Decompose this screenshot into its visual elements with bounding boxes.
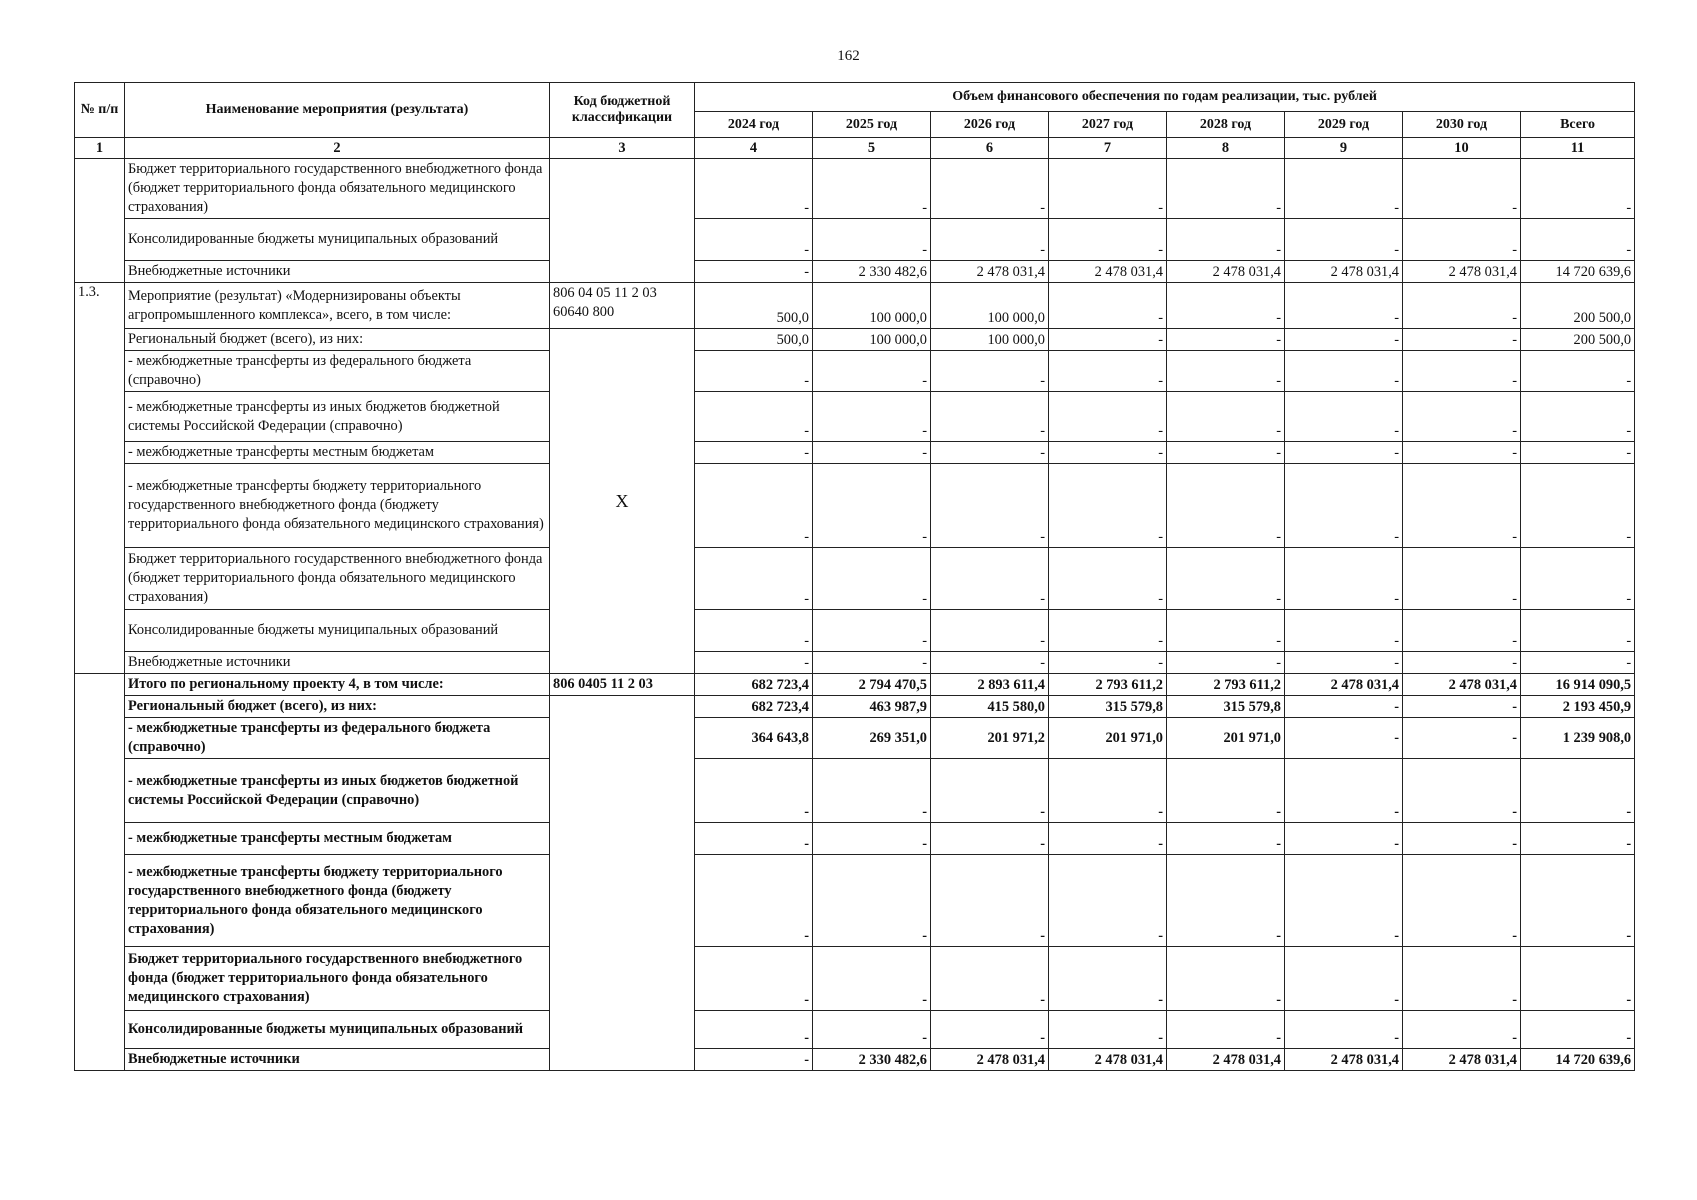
row-name: - межбюджетные трансферты из иных бюджетов бюджетной системы Российской Федерации (справочно) <box>125 759 550 823</box>
value-cell: - <box>931 548 1049 610</box>
value-cell: - <box>1403 464 1521 548</box>
table-row <box>75 464 1635 548</box>
value-cell: 2 794 470,5 <box>813 674 931 696</box>
table-row <box>75 1049 1635 1071</box>
value-cell: - <box>1285 283 1403 329</box>
page-number: 162 <box>837 48 860 64</box>
row-name: Внебюджетные источники <box>125 261 550 283</box>
row-name: Региональный бюджет (всего), из них: <box>125 329 550 351</box>
value-cell: - <box>813 219 931 261</box>
value-cell: - <box>1285 442 1403 464</box>
value-cell: 500,0 <box>695 283 813 329</box>
value-cell: 14 720 639,6 <box>1521 1049 1635 1071</box>
value-cell: - <box>1285 159 1403 219</box>
row-name: - межбюджетные трансферты местным бюджетам <box>125 823 550 855</box>
value-cell: - <box>1167 610 1285 652</box>
row-name: - межбюджетные трансферты из федерального бюджета (справочно) <box>125 351 550 392</box>
value-cell: - <box>931 652 1049 674</box>
column-number: 4 <box>695 138 813 159</box>
value-cell: - <box>1167 1011 1285 1049</box>
value-cell: - <box>1285 392 1403 442</box>
table-row <box>75 392 1635 442</box>
value-cell: - <box>813 652 931 674</box>
value-cell: 201 971,0 <box>1167 718 1285 759</box>
value-cell: - <box>695 442 813 464</box>
value-cell: 269 351,0 <box>813 718 931 759</box>
value-cell: - <box>931 823 1049 855</box>
header-year: 2029 год <box>1285 112 1403 138</box>
value-cell: - <box>931 610 1049 652</box>
row-name: Внебюджетные источники <box>125 652 550 674</box>
value-cell: 315 579,8 <box>1167 696 1285 718</box>
value-cell: - <box>1403 219 1521 261</box>
value-cell: - <box>1403 548 1521 610</box>
value-cell: 100 000,0 <box>813 329 931 351</box>
value-cell: - <box>1049 947 1167 1011</box>
row-name: Бюджет территориального государственного внебюджетного фонда (бюджет территориального фонда обязательного медицинского страхования) <box>125 947 550 1011</box>
table-row <box>75 855 1635 947</box>
value-cell: - <box>695 1011 813 1049</box>
value-cell: - <box>1521 548 1635 610</box>
table-row <box>75 696 1635 718</box>
column-number: 1 <box>75 138 125 159</box>
value-cell: - <box>1049 759 1167 823</box>
value-cell: - <box>1049 329 1167 351</box>
value-cell: - <box>1403 652 1521 674</box>
value-cell: - <box>1167 392 1285 442</box>
value-cell: - <box>1049 351 1167 392</box>
value-cell: - <box>1285 610 1403 652</box>
value-cell: - <box>1521 823 1635 855</box>
header-year: 2025 год <box>813 112 931 138</box>
value-cell: 100 000,0 <box>931 329 1049 351</box>
table-row <box>75 718 1635 759</box>
value-cell: - <box>1285 1011 1403 1049</box>
value-cell: - <box>1403 329 1521 351</box>
code-merged-x: Х <box>550 329 695 674</box>
value-cell: 200 500,0 <box>1521 283 1635 329</box>
value-cell: - <box>931 947 1049 1011</box>
table-row <box>75 548 1635 610</box>
header-year: 2024 год <box>695 112 813 138</box>
value-cell: - <box>695 652 813 674</box>
value-cell: - <box>931 464 1049 548</box>
value-cell: - <box>1049 392 1167 442</box>
header-year: 2027 год <box>1049 112 1167 138</box>
row-name: - межбюджетные трансферты из иных бюджетов бюджетной системы Российской Федерации (справочно) <box>125 392 550 442</box>
value-cell: 2 478 031,4 <box>1285 1049 1403 1071</box>
column-number: 5 <box>813 138 931 159</box>
column-number: 2 <box>125 138 550 159</box>
row-name: Внебюджетные источники <box>125 1049 550 1071</box>
value-cell: - <box>1285 329 1403 351</box>
table-row <box>75 947 1635 1011</box>
value-cell: 2 893 611,4 <box>931 674 1049 696</box>
value-cell: - <box>1521 947 1635 1011</box>
value-cell: - <box>1403 947 1521 1011</box>
value-cell: 2 793 611,2 <box>1049 674 1167 696</box>
value-cell: - <box>813 1011 931 1049</box>
table-row <box>75 1011 1635 1049</box>
table-row <box>75 261 1635 283</box>
value-cell: - <box>1285 696 1403 718</box>
value-cell: - <box>813 610 931 652</box>
value-cell: - <box>1049 159 1167 219</box>
row-index <box>75 159 125 283</box>
row-name: - межбюджетные трансферты бюджету территориального государственного внебюджетного фонда (бюджету территориального фонда обязательного медицинского страхования) <box>125 464 550 548</box>
value-cell: - <box>695 1049 813 1071</box>
value-cell: - <box>1049 464 1167 548</box>
value-cell: - <box>1285 718 1403 759</box>
value-cell: - <box>1167 652 1285 674</box>
table-row <box>75 442 1635 464</box>
table-row <box>75 674 1635 696</box>
value-cell: 1 239 908,0 <box>1521 718 1635 759</box>
value-cell: 14 720 639,6 <box>1521 261 1635 283</box>
row-name: - межбюджетные трансферты из федерального бюджета (справочно) <box>125 718 550 759</box>
finance-table <box>74 82 1635 1071</box>
value-cell: 2 330 482,6 <box>813 1049 931 1071</box>
value-cell: 682 723,4 <box>695 674 813 696</box>
row-name: Мероприятие (результат) «Модернизированы объекты агропромышленного комплекса», всего, в том числе: <box>125 283 550 329</box>
value-cell: - <box>931 1011 1049 1049</box>
value-cell: 2 478 031,4 <box>1403 1049 1521 1071</box>
column-number: 7 <box>1049 138 1167 159</box>
value-cell: - <box>1167 159 1285 219</box>
row-name: Бюджет территориального государственного внебюджетного фонда (бюджет территориального фонда обязательного медицинского страхования) <box>125 548 550 610</box>
value-cell: - <box>695 219 813 261</box>
value-cell: - <box>813 947 931 1011</box>
value-cell: - <box>1167 329 1285 351</box>
table-row <box>75 759 1635 823</box>
value-cell: - <box>813 159 931 219</box>
value-cell: - <box>1403 1011 1521 1049</box>
header-year: 2028 год <box>1167 112 1285 138</box>
value-cell: 201 971,2 <box>931 718 1049 759</box>
value-cell: - <box>1521 464 1635 548</box>
value-cell: 2 793 611,2 <box>1167 674 1285 696</box>
value-cell: - <box>1049 652 1167 674</box>
row-code: 806 04 05 11 2 03 60640 800 <box>550 283 695 329</box>
value-cell: - <box>931 392 1049 442</box>
value-cell: - <box>1049 548 1167 610</box>
value-cell: - <box>1167 283 1285 329</box>
value-cell: 2 478 031,4 <box>1403 261 1521 283</box>
value-cell: - <box>1403 855 1521 947</box>
value-cell: - <box>1049 219 1167 261</box>
row-index <box>75 674 125 1071</box>
value-cell: - <box>695 159 813 219</box>
value-cell: - <box>1167 219 1285 261</box>
value-cell: - <box>931 442 1049 464</box>
table-row <box>75 652 1635 674</box>
value-cell: - <box>695 351 813 392</box>
value-cell: - <box>931 855 1049 947</box>
value-cell: - <box>1403 351 1521 392</box>
value-cell: - <box>1403 442 1521 464</box>
value-cell: 200 500,0 <box>1521 329 1635 351</box>
value-cell: - <box>695 759 813 823</box>
value-cell: 315 579,8 <box>1049 696 1167 718</box>
value-cell: 2 478 031,4 <box>1167 261 1285 283</box>
column-number: 11 <box>1521 138 1635 159</box>
value-cell: 2 478 031,4 <box>1049 261 1167 283</box>
value-cell: 201 971,0 <box>1049 718 1167 759</box>
table-row <box>75 823 1635 855</box>
value-cell: - <box>931 159 1049 219</box>
value-cell: 415 580,0 <box>931 696 1049 718</box>
value-cell: 100 000,0 <box>931 283 1049 329</box>
value-cell: - <box>1285 855 1403 947</box>
table-row <box>75 283 1635 329</box>
value-cell: - <box>695 947 813 1011</box>
value-cell: - <box>1403 610 1521 652</box>
value-cell: - <box>695 464 813 548</box>
value-cell: - <box>813 855 931 947</box>
value-cell: - <box>1521 219 1635 261</box>
value-cell: - <box>1285 548 1403 610</box>
value-cell: - <box>1521 351 1635 392</box>
header-code: Код бюджетной классификации <box>550 83 695 138</box>
value-cell: - <box>695 392 813 442</box>
value-cell: - <box>1521 392 1635 442</box>
table-row <box>75 351 1635 392</box>
row-name: Консолидированные бюджеты муниципальных образований <box>125 219 550 261</box>
row-name: Итого по региональному проекту 4, в том числе: <box>125 674 550 696</box>
row-name: Бюджет территориального государственного внебюджетного фонда (бюджет территориального фонда обязательного медицинского страхования) <box>125 159 550 219</box>
column-number: 6 <box>931 138 1049 159</box>
value-cell: - <box>1403 823 1521 855</box>
value-cell: - <box>1521 159 1635 219</box>
value-cell: 2 330 482,6 <box>813 261 931 283</box>
value-cell: - <box>1167 823 1285 855</box>
value-cell: 2 478 031,4 <box>1403 674 1521 696</box>
row-name: Консолидированные бюджеты муниципальных образований <box>125 610 550 652</box>
value-cell: 2 478 031,4 <box>1285 674 1403 696</box>
value-cell: 2 478 031,4 <box>931 261 1049 283</box>
table-row <box>75 219 1635 261</box>
value-cell: - <box>695 548 813 610</box>
value-cell: - <box>813 442 931 464</box>
value-cell: - <box>1285 652 1403 674</box>
value-cell: - <box>1049 442 1167 464</box>
row-code: 806 0405 11 2 03 <box>550 674 695 696</box>
value-cell: - <box>695 823 813 855</box>
value-cell: - <box>1403 159 1521 219</box>
value-cell: 2 478 031,4 <box>1049 1049 1167 1071</box>
value-cell: 2 478 031,4 <box>1167 1049 1285 1071</box>
value-cell: - <box>1167 759 1285 823</box>
table-row <box>75 610 1635 652</box>
value-cell: - <box>1167 548 1285 610</box>
row-code <box>550 159 695 283</box>
value-cell: - <box>1521 442 1635 464</box>
table-row <box>75 329 1635 351</box>
value-cell: - <box>813 392 931 442</box>
table-row <box>75 159 1635 219</box>
value-cell: 463 987,9 <box>813 696 931 718</box>
row-name: Консолидированные бюджеты муниципальных образований <box>125 1011 550 1049</box>
column-number: 3 <box>550 138 695 159</box>
value-cell: - <box>1167 464 1285 548</box>
row-index: 1.3. <box>75 283 125 674</box>
column-number: 10 <box>1403 138 1521 159</box>
value-cell: - <box>1521 652 1635 674</box>
value-cell: - <box>1521 1011 1635 1049</box>
value-cell: - <box>1285 947 1403 1011</box>
value-cell: - <box>1285 351 1403 392</box>
row-name: Региональный бюджет (всего), из них: <box>125 696 550 718</box>
value-cell: 682 723,4 <box>695 696 813 718</box>
value-cell: - <box>695 855 813 947</box>
value-cell: - <box>1285 464 1403 548</box>
value-cell: - <box>1403 283 1521 329</box>
value-cell: 16 914 090,5 <box>1521 674 1635 696</box>
value-cell: - <box>1167 442 1285 464</box>
value-cell: 2 193 450,9 <box>1521 696 1635 718</box>
value-cell: - <box>1049 855 1167 947</box>
row-code <box>550 696 695 1071</box>
value-cell: - <box>1049 610 1167 652</box>
value-cell: - <box>1403 392 1521 442</box>
value-cell: - <box>931 351 1049 392</box>
value-cell: - <box>1403 759 1521 823</box>
value-cell: - <box>695 261 813 283</box>
value-cell: - <box>1285 219 1403 261</box>
header-name: Наименование мероприятия (результата) <box>125 83 550 138</box>
value-cell: - <box>1049 823 1167 855</box>
header-year: 2030 год <box>1403 112 1521 138</box>
value-cell: - <box>1167 351 1285 392</box>
value-cell: - <box>1285 759 1403 823</box>
value-cell: - <box>1521 610 1635 652</box>
value-cell: 500,0 <box>695 329 813 351</box>
row-name: - межбюджетные трансферты местным бюджетам <box>125 442 550 464</box>
value-cell: - <box>813 548 931 610</box>
value-cell: 2 478 031,4 <box>931 1049 1049 1071</box>
column-number: 8 <box>1167 138 1285 159</box>
value-cell: - <box>1049 1011 1167 1049</box>
value-cell: - <box>1285 823 1403 855</box>
value-cell: - <box>931 759 1049 823</box>
value-cell: - <box>813 464 931 548</box>
value-cell: - <box>1049 283 1167 329</box>
value-cell: 364 643,8 <box>695 718 813 759</box>
value-cell: - <box>1167 855 1285 947</box>
value-cell: - <box>813 351 931 392</box>
value-cell: - <box>1521 759 1635 823</box>
value-cell: 100 000,0 <box>813 283 931 329</box>
value-cell: - <box>813 823 931 855</box>
value-cell: - <box>1403 718 1521 759</box>
header-year: 2026 год <box>931 112 1049 138</box>
value-cell: - <box>1403 696 1521 718</box>
value-cell: 2 478 031,4 <box>1285 261 1403 283</box>
value-cell: - <box>813 759 931 823</box>
header-index: № п/п <box>75 83 125 138</box>
header-volume: Объем финансового обеспечения по годам реализации, тыс. рублей <box>695 83 1635 112</box>
value-cell: - <box>1521 855 1635 947</box>
header-year: Всего <box>1521 112 1635 138</box>
column-number: 9 <box>1285 138 1403 159</box>
value-cell: - <box>695 610 813 652</box>
value-cell: - <box>931 219 1049 261</box>
value-cell: - <box>1167 947 1285 1011</box>
row-name: - межбюджетные трансферты бюджету территориального государственного внебюджетного фонда (бюджету территориального фонда обязательного медицинского страхования) <box>125 855 550 947</box>
